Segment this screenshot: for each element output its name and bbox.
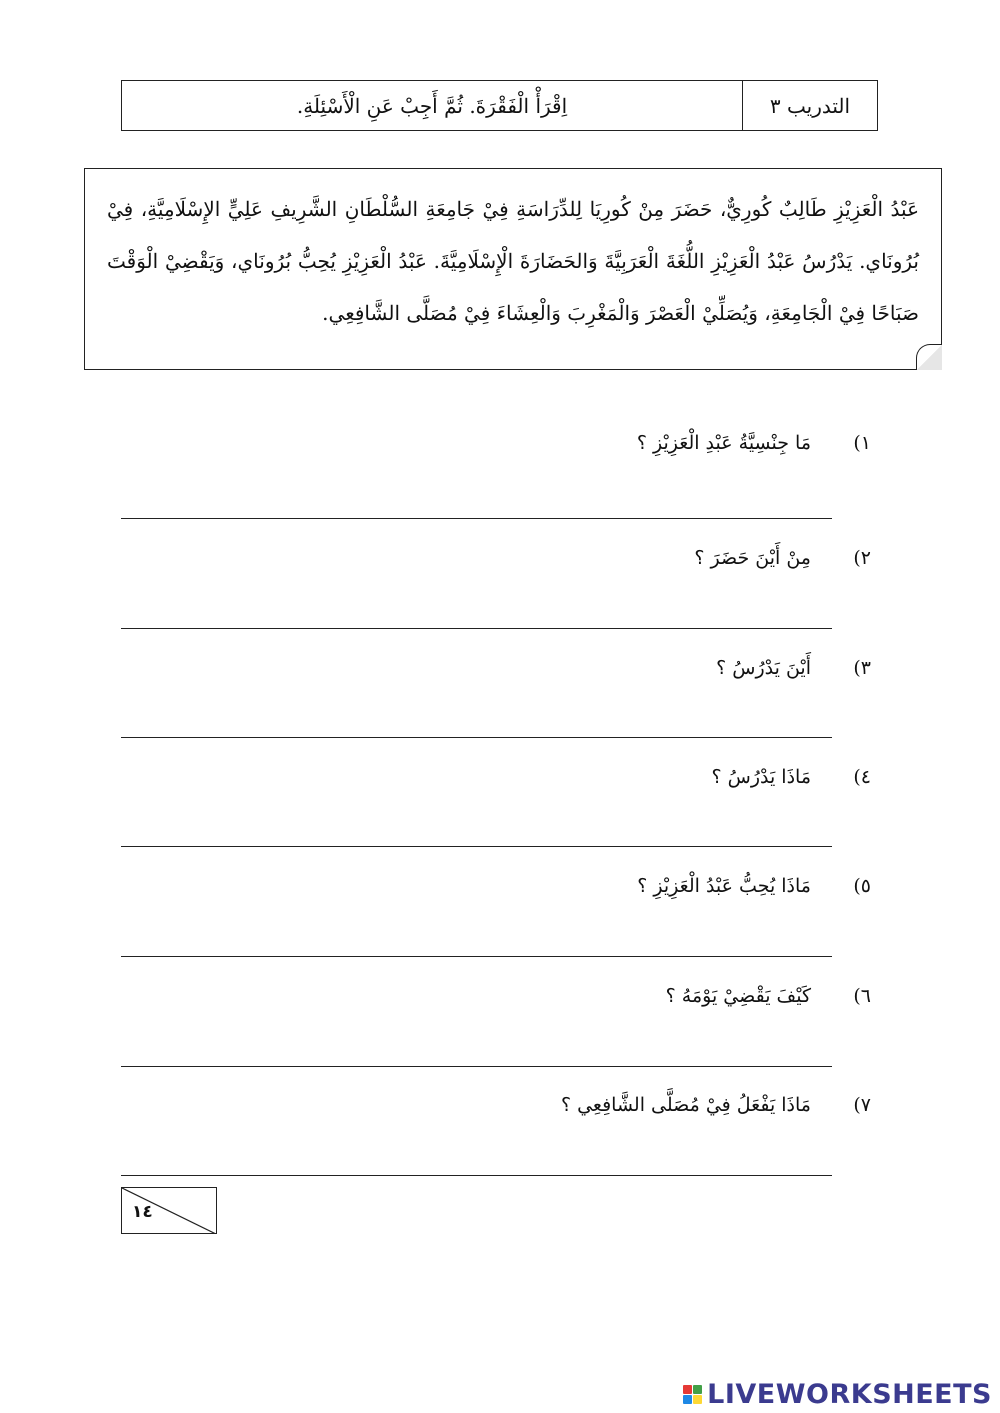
question-text: مَا جِنْسِيَّةُ عَبْدِ الْعَزِيْزِ ؟ [636,432,811,454]
reading-passage-text: عَبْدُ الْعَزِيْزِ طَالِبٌ كُورِيٌّ، حَضَرَ مِنْ كُورِيَا لِلدِّرَاسَةِ فِيْ جَامِعَةِ السُّلْطَانِ الشَّرِيفِ عَلِيٍّ الإِسْلَامِيَّةِ، فِيْ بُرُونَاي. يَدْرُسُ عَبْدُ الْعَزِيْزِ اللُّغَةَ الْعَرَبِيَّةَ وَالحَضَارَةَ الْإِسْلَامِيَّةَ. عَبْدُ الْعَزِيْزِ يُحِبُّ بُرُونَاي، وَيَقْضِيْ الْوَقْتَ صَبَاحًا فِيْ الْجَامِعَةِ، وَيُصَلِّيْ الْعَصْرَ وَالْمَغْرِبَ وَالْعِشَاءَ فِيْ مُصَلَّى الشَّافِعِي. [107,197,919,325]
liveworksheets-logo-icon [683,1385,702,1404]
question-5 [121,871,871,901]
question-text: أَيْنَ يَدْرُسُ ؟ [716,657,811,679]
question-7 [121,1090,871,1120]
answer-line-6[interactable] [121,1066,832,1067]
question-number: ٦) [853,985,871,1007]
question-number: ٢) [853,547,871,569]
question-text: مَاذَا يَفْعَلُ فِيْ مُصَلَّى الشَّافِعِي ؟ [560,1094,811,1116]
question-number: ٥) [853,875,871,897]
question-text: مَاذَا يَدْرُسُ ؟ [711,766,811,788]
score-box [121,1187,217,1234]
answer-line-7[interactable] [121,1175,832,1176]
logo-square-yellow [693,1395,702,1404]
logo-square-blue [683,1395,692,1404]
brand-name: LIVEWORKSHEETS [707,1378,992,1410]
page-curl-icon [916,344,942,370]
question-number: ١) [853,432,871,454]
answer-line-5[interactable] [121,956,832,957]
question-4 [121,762,871,792]
answer-line-3[interactable] [121,737,832,738]
question-1 [121,428,871,458]
question-text: مَاذَا يُحِبُّ عَبْدُ الْعَزِيْزِ ؟ [637,875,811,897]
question-number: ٣) [853,657,871,679]
answer-line-2[interactable] [121,628,832,629]
score-value: ١٤ [132,1202,153,1222]
answer-line-4[interactable] [121,846,832,847]
reading-passage-box [84,168,942,370]
question-2 [121,543,871,573]
question-text: كَيْفَ يَقْضِيْ يَوْمَهُ ؟ [665,985,811,1007]
question-number: ٤) [853,766,871,788]
liveworksheets-brand [683,1379,992,1409]
question-text: مِنْ أَيْنَ حَضَرَ ؟ [694,547,811,569]
question-6 [121,981,871,1011]
question-3 [121,653,871,683]
exercise-header [121,80,878,131]
logo-square-red [683,1385,692,1394]
logo-square-green [693,1385,702,1394]
question-number: ٧) [853,1094,871,1116]
exercise-label: التدريب ٣ [742,81,877,130]
instruction-text: اِقْرَأْ الْفَقْرَةَ. ثُمَّ أَجِبْ عَنِ الْأَسْئِلَةِ. [296,93,568,118]
answer-line-1[interactable] [121,518,832,519]
